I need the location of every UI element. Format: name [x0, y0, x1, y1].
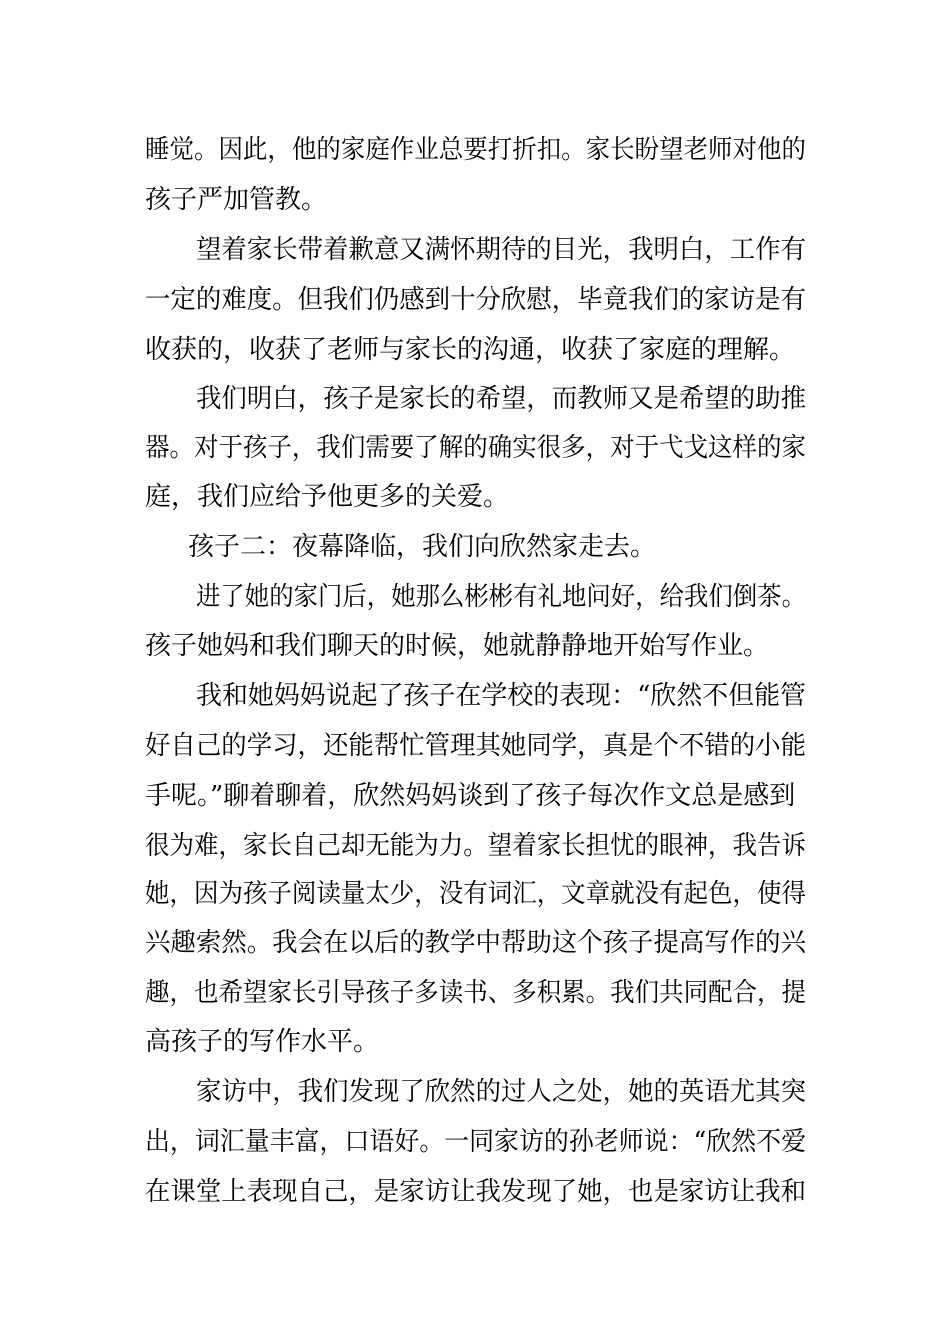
text-line: 出，词汇量丰富，口语好。一同家访的孙老师说：“欣然不爱: [145, 1127, 806, 1157]
text-line: 我和她妈妈说起了孩子在学校的表现：“欣然不但能管: [196, 681, 806, 711]
text-line: 在课堂上表现自己，是家访让我发现了她，也是家访让我和: [145, 1177, 806, 1207]
text-line: 手呢。”聊着聊着，欣然妈妈谈到了孩子每次作文总是感到: [145, 781, 796, 811]
text-line: 一定的难度。但我们仍感到十分欣慰，毕竟我们的家访是有: [145, 285, 806, 315]
text-line: 很为难，家长自己却无能为力。望着家长担忧的眼神，我告诉: [145, 831, 806, 861]
text-line: 望着家长带着歉意又满怀期待的目光，我明白，工作有: [196, 235, 806, 265]
text-line: 兴趣索然。我会在以后的教学中帮助这个孩子提高写作的兴: [145, 928, 806, 958]
text-line: 孩子严加管教。: [145, 185, 328, 215]
text-line: 孩子她妈和我们聊天的时候，她就静静地开始写作业。: [145, 631, 770, 661]
text-line: 我们明白，孩子是家长的希望，而教师又是希望的助推: [196, 384, 806, 414]
text-line: 睡觉。因此，他的家庭作业总要打折扣。家长盼望老师对他的: [145, 135, 806, 165]
text-line: 孩子二：夜幕降临，我们向欣然家走去。: [188, 532, 657, 562]
text-line: 收获的，收获了老师与家长的沟通，收获了家庭的理解。: [145, 335, 796, 365]
text-line: 庭，我们应给予他更多的关爱。: [145, 482, 510, 512]
text-line: 好自己的学习，还能帮忙管理其她同学，真是个不错的小能: [145, 731, 806, 761]
text-line: 家访中，我们发现了欣然的过人之处，她的英语尤其突: [196, 1077, 806, 1107]
text-line: 趣，也希望家长引导孩子多读书、多积累。我们共同配合，提: [145, 978, 806, 1008]
text-line: 进了她的家门后，她那么彬彬有礼地问好，给我们倒茶。: [196, 582, 806, 612]
text-line: 她，因为孩子阅读量太少，没有词汇，文章就没有起色，使得: [145, 879, 806, 909]
text-line: 高孩子的写作水平。: [145, 1027, 380, 1057]
text-line: 器。对于孩子，我们需要了解的确实很多，对于弋戈这样的家: [145, 433, 806, 463]
